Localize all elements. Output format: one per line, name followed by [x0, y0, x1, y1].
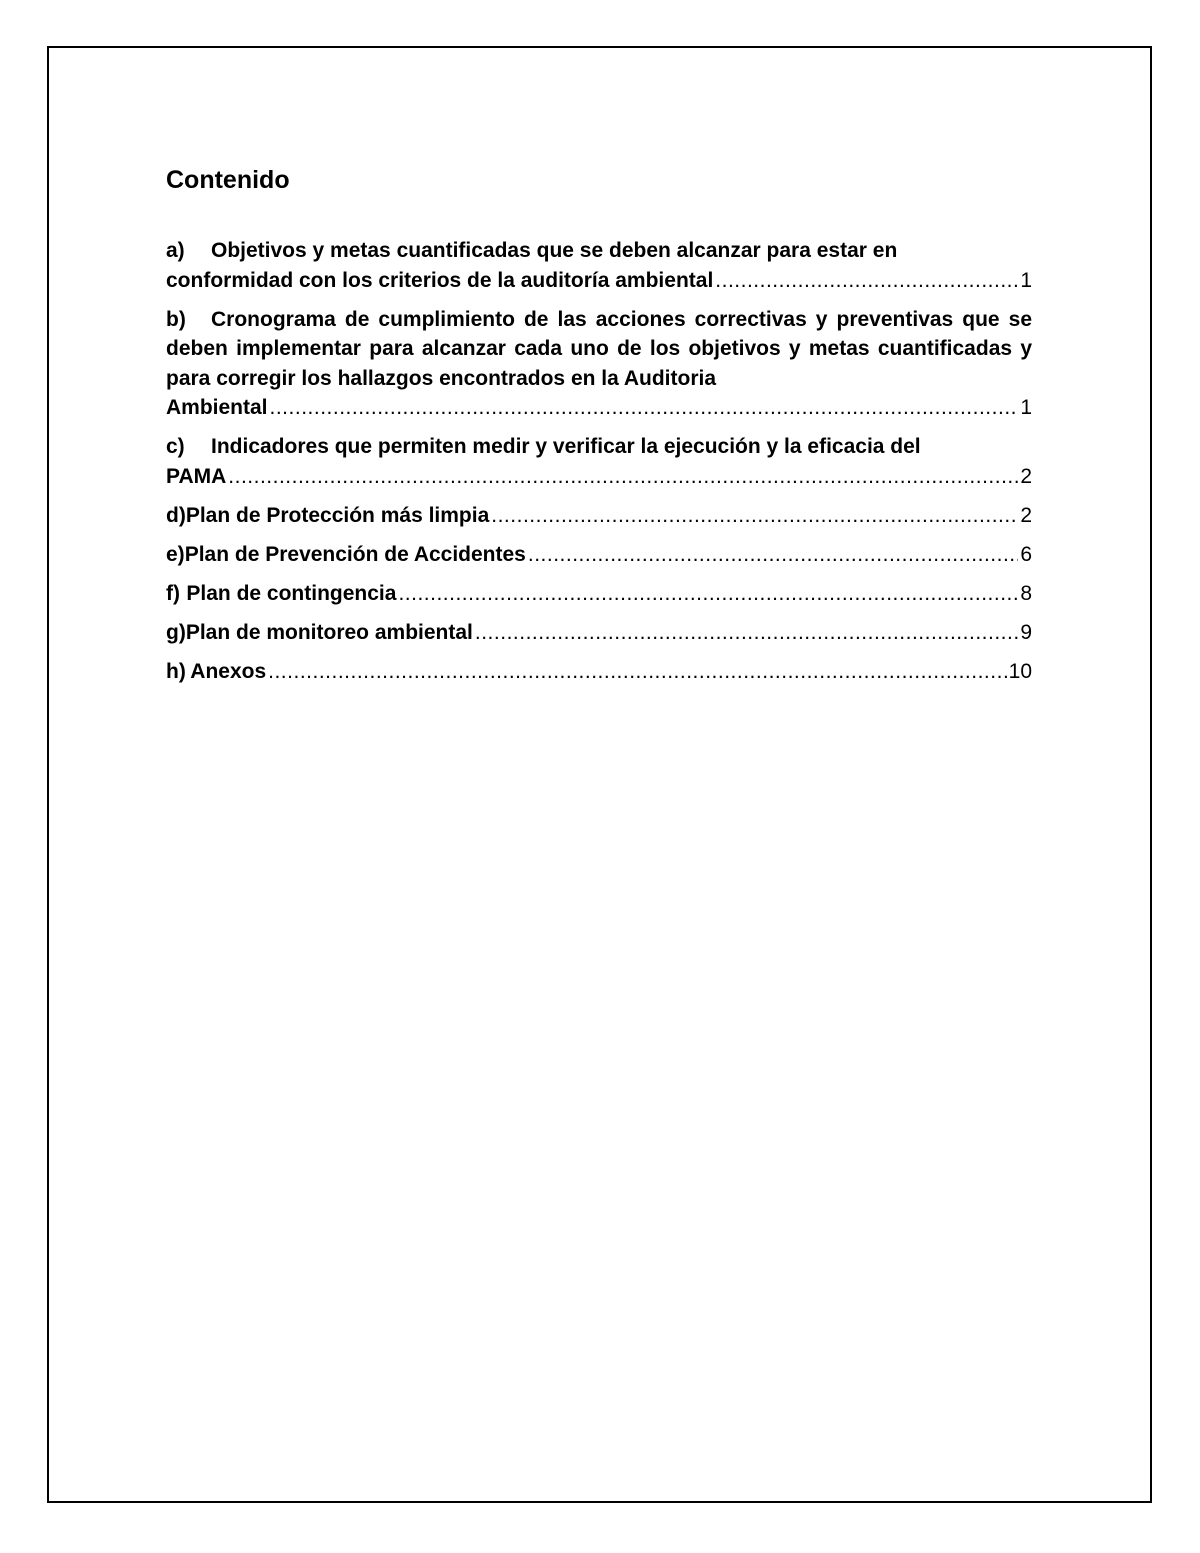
toc-entry-h[interactable] — [166, 657, 1032, 687]
toc-leader-dots — [475, 618, 1018, 648]
toc-entry-text: Indicadores que permiten medir y verificar la ejecución y la eficacia del — [211, 435, 921, 458]
toc-leader-dots — [715, 266, 1018, 296]
toc-entry-text-continued: PAMA — [166, 464, 227, 488]
toc-entry-letter: f) — [166, 581, 180, 605]
toc-leader-dots — [398, 579, 1018, 609]
toc-page-number: 6 — [1020, 542, 1032, 566]
toc-entry-letter: d) — [166, 503, 186, 527]
toc-entry-last-line — [166, 393, 1032, 423]
table-of-contents — [166, 162, 1032, 696]
toc-page-number: 1 — [1020, 268, 1032, 292]
toc-entry-text: Plan de monitoreo ambiental — [185, 620, 473, 644]
toc-entry-text: Plan de Prevención de Accidentes — [184, 542, 526, 566]
toc-entry-e[interactable] — [166, 540, 1032, 570]
toc-list — [166, 236, 1032, 686]
toc-leader-dots — [228, 462, 1018, 492]
toc-leader-dots — [270, 393, 1019, 423]
toc-page-number: 1 — [1020, 396, 1032, 419]
toc-entry-g[interactable] — [166, 618, 1032, 648]
toc-page-number: 2 — [1020, 464, 1032, 488]
toc-entry-d[interactable] — [166, 501, 1032, 531]
toc-page-number: 10 — [1008, 659, 1032, 683]
toc-entry-text: Objetivos y metas cuantificadas que se deben alcanzar para estar en — [211, 239, 898, 262]
toc-entry-b[interactable] — [166, 305, 1032, 423]
toc-entry-letter: g) — [166, 620, 186, 644]
toc-entry-text: Plan de contingencia — [186, 581, 397, 605]
toc-entry-text-continued: conformidad con los criterios de la auditoría ambiental — [166, 268, 714, 292]
toc-entry-f[interactable] — [166, 579, 1032, 609]
toc-entry-a[interactable] — [166, 236, 1032, 295]
toc-entry-letter: b) — [166, 307, 186, 331]
toc-page-number: 9 — [1020, 620, 1032, 644]
toc-entry-letter: c) — [166, 435, 185, 458]
toc-entry-c[interactable] — [166, 432, 1032, 491]
toc-entry-letter: a) — [166, 239, 185, 262]
toc-entry-last-line — [166, 462, 1032, 492]
toc-entry-text: Cronograma de cumplimiento de las acciones correctivas y preventivas que se deben implementar para alcanzar cada uno de los objetivos y metas cuantificadas y para corregir los hallazgos encontrados en la Auditoria — [166, 307, 1032, 390]
toc-entry-text: Plan de Protección más limpia — [185, 503, 490, 527]
toc-leader-dots — [528, 540, 1018, 570]
toc-entry-letter: e) — [166, 542, 185, 566]
toc-entry-letter: h) — [166, 659, 186, 683]
toc-entry-last-line — [166, 266, 1032, 296]
toc-page-number: 2 — [1020, 503, 1032, 527]
toc-entry-text: Anexos — [190, 659, 267, 683]
toc-page-number: 8 — [1020, 581, 1032, 605]
toc-title: Contenido — [166, 166, 290, 194]
toc-leader-dots — [268, 657, 1007, 687]
toc-entry-text-continued: Ambiental — [166, 396, 268, 419]
toc-leader-dots — [491, 501, 1018, 531]
